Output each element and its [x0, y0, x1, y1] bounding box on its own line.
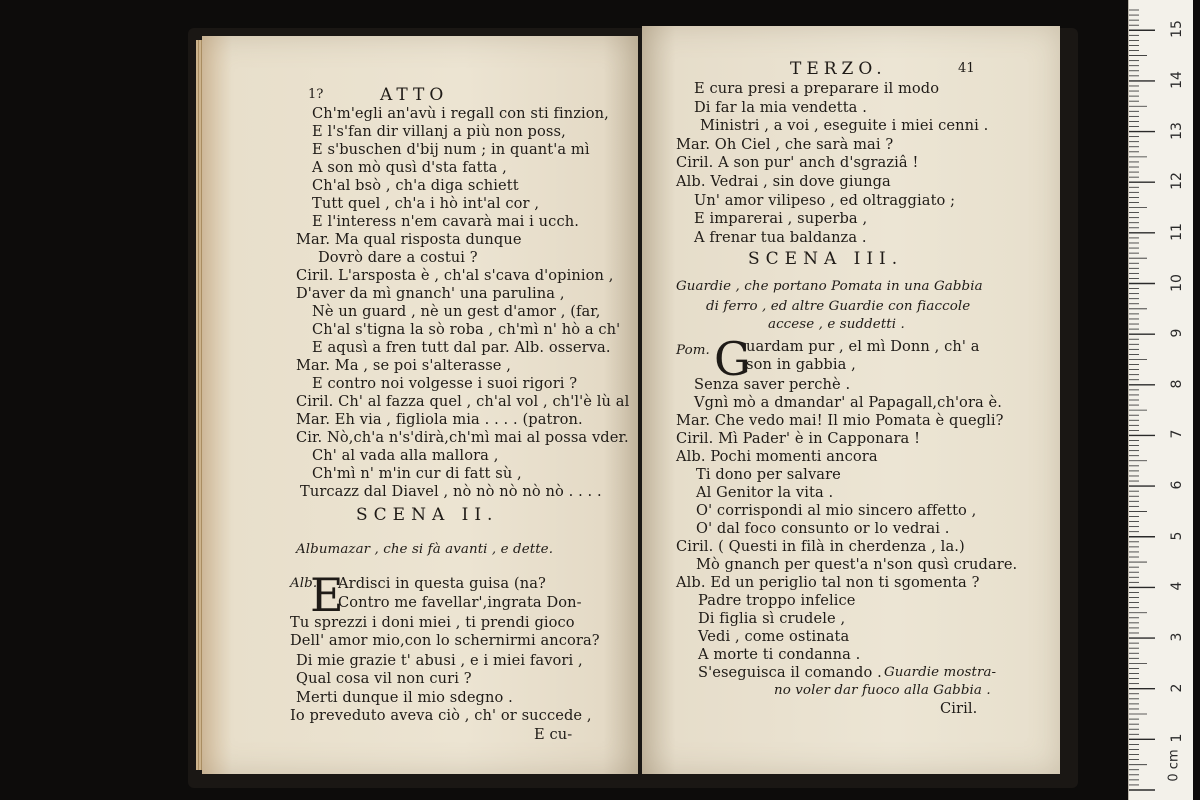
text-line: Mar. Ma , se poi s'alterasse , — [296, 357, 511, 374]
text-line: D'aver da mì gnanch' una parulina , — [296, 285, 565, 302]
left-running-head: ATTO — [380, 85, 449, 105]
text-line: Qual cosa vil non curi ? — [296, 670, 472, 687]
text-line: Di far la mia vendetta . — [694, 98, 867, 116]
text-line: Senza saver perchè . — [694, 376, 851, 393]
text-line: Ciril. Mì Pader' è in Capponara ! — [676, 430, 921, 447]
ruler-number: 11 — [1169, 222, 1185, 241]
right-page-number: 41 — [958, 61, 975, 76]
text-line: Mar. Eh via , figliola mia . . . . (patron. — [296, 411, 583, 428]
text-line: O' dal foco consunto or lo vedrai . — [696, 520, 950, 537]
text-line: Ministri , a voi , eseguite i miei cenni . — [700, 117, 989, 135]
text-line: Merti dunque il mio sdegno . — [296, 689, 513, 706]
ruler-number: 6 — [1169, 480, 1185, 490]
text-line: Ch' al vada alla mallora , — [312, 447, 499, 464]
text-line: no voler dar fuoco alla Gabbia . — [774, 683, 991, 698]
text-line: Alb. Vedrai , sin dove giunga — [676, 173, 891, 190]
text-line: Nè un guard , nè un gest d'amor , (far, — [312, 303, 601, 320]
text-line: Ciril. ( Questi in filà in cherdenza , la.) — [676, 538, 965, 555]
ruler-number: 2 — [1169, 683, 1185, 693]
text-line: A frenar tua baldanza . — [694, 228, 867, 246]
text-line: Dovrò dare a costui ? — [318, 249, 478, 266]
ruler-number: 4 — [1169, 581, 1185, 591]
text-line: Ciril. L'arsposta è , ch'al s'cava d'opinion , — [296, 267, 614, 284]
text-line: Mar. Oh Ciel , che sarà mai ? — [676, 135, 894, 153]
ruler-number: 9 — [1169, 328, 1185, 338]
text-line: Ch'm'egli an'avù i regall con sti finzion, — [312, 105, 609, 122]
speaker-label: Pom. — [676, 343, 710, 358]
text-line: O' corrispondi al mio sincero affetto , — [696, 502, 977, 519]
right-drop-cap: G — [714, 332, 751, 386]
text-line: Ciril. A son pur' anch d'sgraziâ ! — [676, 154, 919, 172]
ruler-number: 14 — [1169, 71, 1185, 89]
text-line: Ch'al s'tigna la sò roba , ch'mì n' hò a ch' — [312, 321, 621, 338]
left-stage-direction: Albumazar , che si fà avanti , e dette. — [296, 542, 554, 557]
ruler-unit-label: 0 cm — [1166, 749, 1182, 782]
right-scene-title: SCENA III. — [748, 249, 904, 269]
text-line: Dell' amor mio,con lo schernirmi ancora? — [290, 632, 600, 649]
text-line: Ardisci in questa guisa (na? — [338, 575, 546, 592]
stage-direction-line: di ferro , ed altre Guardie con fiaccole — [706, 299, 971, 314]
text-line: Vgnì mò a dmandar' al Papagall,ch'ora è. — [694, 394, 1003, 411]
text-line: E cura presi a preparare il modo — [694, 80, 940, 97]
text-line: Ch'mì n' m'in cur di fatt sù , — [312, 465, 522, 482]
text-line: E l's'fan dir villanj a più non poss, — [312, 123, 566, 140]
text-line: Alb. Pochi momenti ancora — [676, 448, 878, 465]
left-drop-cap: E — [310, 568, 344, 622]
right-running-head: TERZO. — [790, 59, 887, 79]
text-line: E cu- — [534, 726, 573, 743]
text-line: Padre troppo infelice — [698, 592, 856, 609]
text-line: Mò gnanch per quest'a n'son qusì crudare. — [696, 556, 1018, 573]
text-line: Ti dono per salvare — [696, 466, 841, 483]
ruler-number: 13 — [1169, 121, 1185, 140]
text-line: A son mò qusì d'sta fatta , — [312, 159, 507, 176]
text-line: Un' amor vilipeso , ed oltraggiato ; — [694, 191, 956, 209]
text-line: E aqusì a fren tutt dal par. Alb. osserva. — [312, 339, 611, 356]
text-line: E l'interess n'em cavarà mai i ucch. — [312, 213, 579, 230]
text-line: Guardie mostra- — [884, 665, 997, 680]
ruler-number: 7 — [1169, 430, 1185, 439]
text-line: E contro noi volgesse i suoi rigori ? — [312, 375, 578, 392]
ruler-number: 15 — [1169, 20, 1185, 39]
text-line: E s'buschen d'bij num ; in quant'a mì — [312, 141, 590, 158]
text-line: Di mie grazie t' abusi , e i miei favori , — [296, 652, 583, 669]
text-line: son in gabbia , — [746, 356, 856, 373]
text-line: A morte ti condanna . — [698, 646, 861, 663]
text-line: E imparerai , superba , — [694, 210, 868, 228]
text-line: Contro me favellar',ingrata Don- — [338, 594, 582, 611]
text-line: Mar. Ma qual risposta dunque — [296, 231, 522, 248]
text-line: Ciril. — [940, 700, 978, 717]
text-line: Di figlia sì crudele , — [698, 610, 846, 627]
text-line: Tutt quel , ch'a i hò int'al cor , — [312, 195, 540, 212]
text-line: Tu sprezzi i doni miei , ti prendi gioco — [290, 614, 575, 631]
ruler-number: 3 — [1169, 632, 1185, 642]
text-line: Ch'al bsò , ch'a diga schiett — [312, 177, 519, 194]
text-line: Ciril. Ch' al fazza quel , ch'al vol , ch'l'è lù al — [296, 393, 630, 410]
speaker-label: Alb. — [290, 576, 318, 591]
text-line: Vedi , come ostinata — [698, 628, 850, 645]
ruler-number: 8 — [1169, 379, 1185, 389]
text-line: Alb. Ed un periglio tal non ti sgomenta ? — [676, 574, 980, 591]
stage-direction-line: accese , e suddetti . — [768, 317, 905, 332]
ruler-number: 10 — [1169, 273, 1185, 292]
left-scene-title: SCENA II. — [356, 505, 499, 525]
text-line: uardam pur , el mì Donn , ch' a — [746, 338, 980, 355]
ruler-number: 12 — [1169, 172, 1185, 191]
ruler-number: 1 — [1169, 733, 1185, 743]
stage-direction-line: Guardie , che portano Pomata in una Gabbia — [676, 279, 983, 294]
text-line: Io preveduto aveva ciò , ch' or succede , — [290, 707, 592, 724]
text-line: S'eseguisca il comando . — [698, 664, 882, 681]
text-line: Turcazz dal Diavel , nò nò nò nò nò . . . . — [300, 483, 602, 500]
text-line: Al Genitor la vita . — [696, 484, 834, 501]
text-line: Cir. Nò,ch'a n's'dirà,ch'mì mai al possa vder. — [296, 429, 629, 446]
ruler-number: 5 — [1169, 531, 1185, 541]
left-page-number: 1? — [308, 87, 324, 102]
text-line: Mar. Che vedo mai! Il mio Pomata è quegli? — [676, 412, 1004, 429]
